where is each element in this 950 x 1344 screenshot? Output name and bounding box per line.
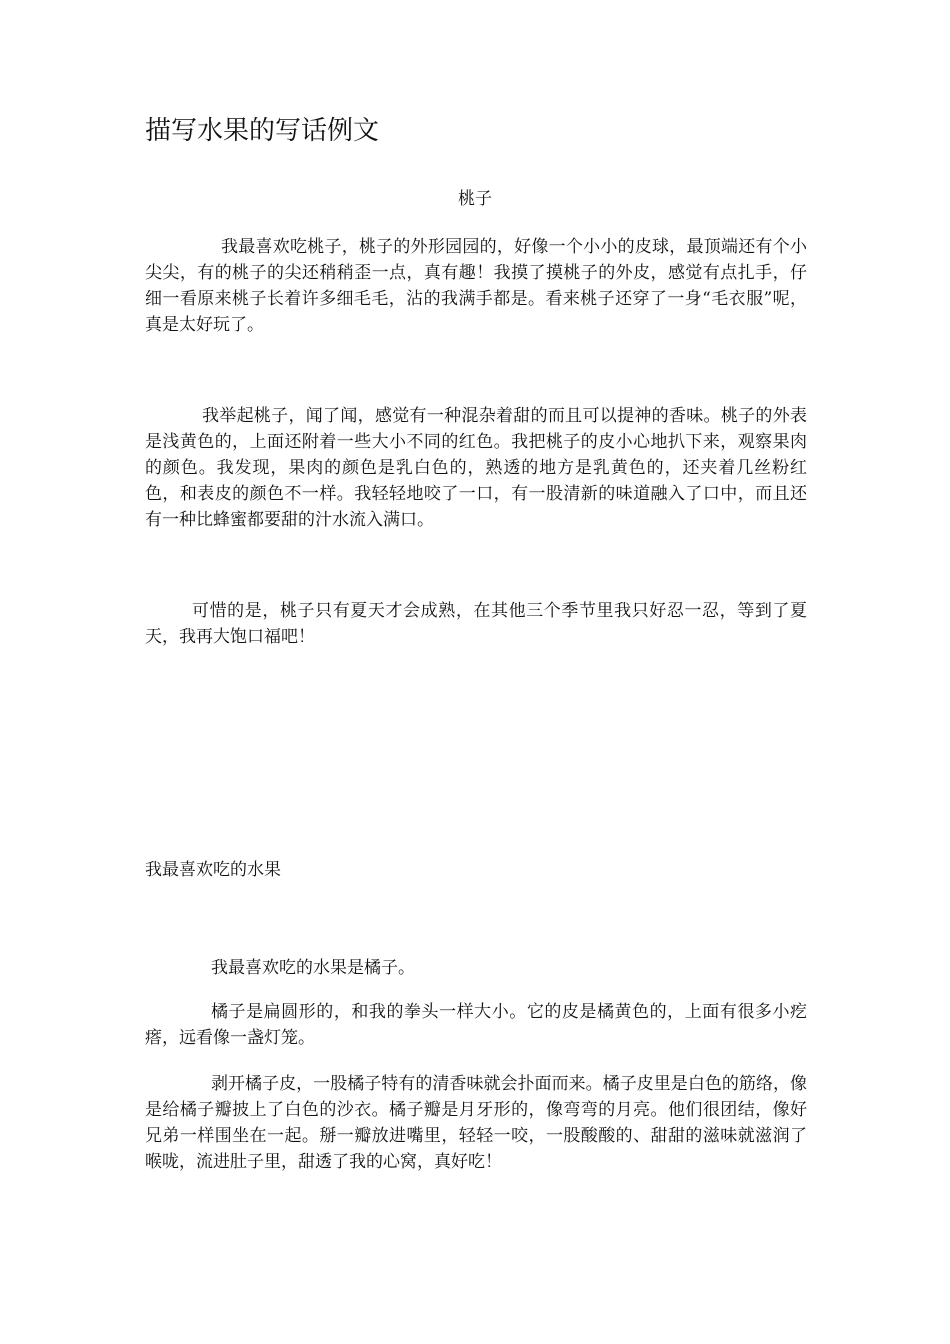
- paragraph: 橘子是扁圆形的，和我的拳头一样大小。它的皮是橘黄色的，上面有很多小疙瘩，远看像一盏灯笼。: [145, 1002, 807, 1048]
- paragraph: 剥开橘子皮，一股橘子特有的清香味就会扑面而来。橘子皮里是白色的筋络，像是给橘子瓣披上了白色的沙衣。橘子瓣是月牙形的，像弯弯的月亮。他们很团结，像好兄弟一样围坐在一起。掰一瓣放进嘴里，轻轻一咬，一股酸酸的、甜甜的滋味就滋润了喉咙，流进肚子里，甜透了我的心窝，真好吃！: [145, 1074, 807, 1172]
- document-title: 描写水果的写话例文: [145, 116, 380, 146]
- section-heading-favorite-fruit: 我最喜欢吃的水果: [145, 860, 281, 880]
- section-heading-peach: 桃子: [458, 189, 492, 209]
- paragraph: 我最喜欢吃的水果是橘子。: [211, 958, 415, 978]
- paragraph: 我举起桃子，闻了闻，感觉有一种混杂着甜的而且可以提神的香味。桃子的外表是浅黄色的，上面还附着一些大小不同的红色。我把桃子的皮小心地扒下来，观察果肉的颜色。我发现，果肉的颜色是乳白色的，熟透的地方是乳黄色的，还夹着几丝粉红色，和表皮的颜色不一样。我轻轻地咬了一口，有一股清新的味道融入了口中，而且还有一种比蜂蜜都要甜的汁水流入满口。: [145, 406, 807, 530]
- paragraph: 我最喜欢吃桃子，桃子的外形园园的，好像一个小小的皮球，最顶端还有个小尖尖，有的桃子的尖还稍稍歪一点，真有趣！我摸了摸桃子的外皮，感觉有点扎手，仔细一看原来桃子长着许多细毛毛，沾的我满手都是。看来桃子还穿了一身“毛衣服”呢，真是太好玩了。: [145, 237, 807, 335]
- paragraph: 可惜的是，桃子只有夏天才会成熟，在其他三个季节里我只好忍一忍，等到了夏天，我再大饱口福吧！: [145, 601, 807, 647]
